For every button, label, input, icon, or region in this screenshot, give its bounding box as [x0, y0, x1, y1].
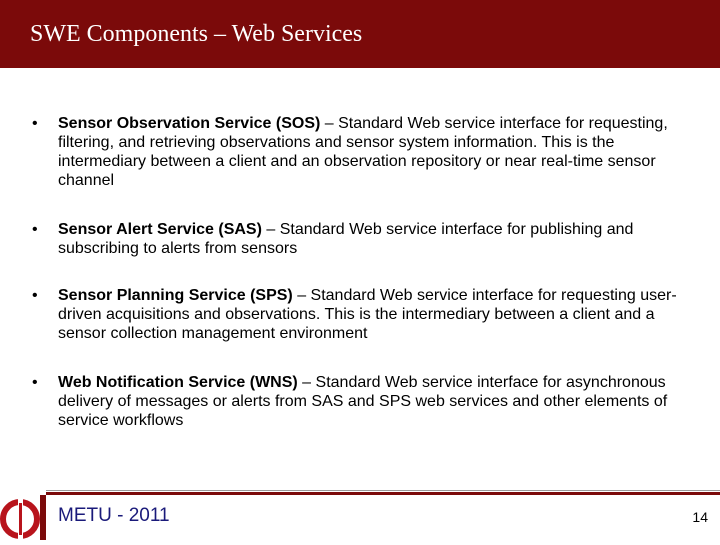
bullet-description: – Standard Web service interface for asynchronous delivery of messages or alerts from SAS and SPS web services and other elements of service workflows	[58, 374, 668, 429]
bullet-term: Sensor Planning Service (SPS)	[58, 287, 293, 304]
bullet-text-sos	[58, 114, 694, 190]
title-bar	[0, 0, 720, 68]
bullet-glyph: •	[32, 115, 38, 132]
bullet-glyph: •	[32, 221, 38, 238]
bullet-glyph: •	[32, 287, 38, 304]
bullet-glyph: •	[32, 374, 38, 391]
page-number: 14	[692, 509, 708, 525]
bullet-term: Web Notification Service (WNS)	[58, 374, 298, 391]
bullet-description: – Standard Web service interface for requesting, filtering, and retrieving observations and sensor system information. This is the intermediary between a client and an observation repository or near real-time sensor channel	[58, 115, 668, 189]
bullet-text-sas	[58, 220, 694, 258]
bullet-description: – Standard Web service interface for publishing and subscribing to alerts from sensors	[58, 221, 634, 257]
footer-divider-thin	[46, 490, 720, 491]
bullet-description: – Standard Web service interface for requesting user-driven acquisitions and observations. This is the intermediary between a client and a sensor collection management environment	[58, 287, 677, 342]
metu-logo-icon	[0, 493, 46, 540]
footer-label: METU - 2011	[58, 505, 170, 526]
slide-title: SWE Components – Web Services	[30, 21, 363, 47]
bullet-term: Sensor Observation Service (SOS)	[58, 115, 321, 132]
footer-divider	[46, 492, 720, 495]
bullet-text-sps	[58, 286, 694, 343]
bullet-text-wns	[58, 373, 694, 430]
bullet-term: Sensor Alert Service (SAS)	[58, 221, 262, 238]
